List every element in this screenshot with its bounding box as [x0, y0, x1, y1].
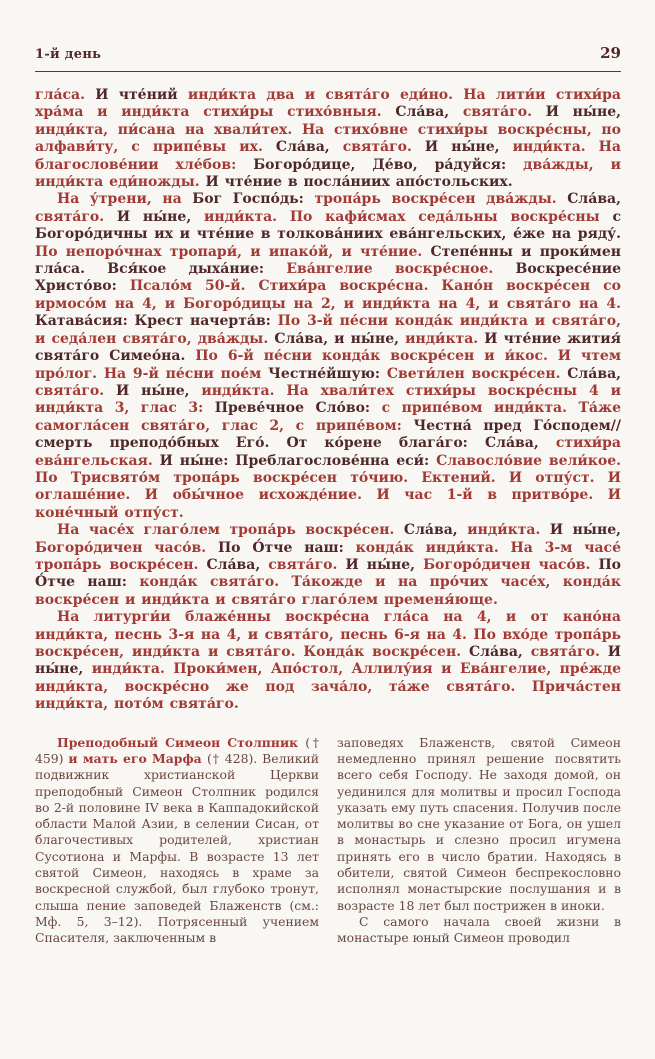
hymn-incipit-text: Сла́ва,: [469, 644, 531, 660]
hymn-incipit-text: И ны́не,: [424, 139, 513, 156]
hagiography-left-column: [35, 735, 319, 947]
hymn-incipit-text: По О́тче наш:: [217, 539, 356, 556]
rubric-text: Ева́нгелие воскре́сное.: [286, 261, 516, 278]
hymn-incipit-text: Воскресе́ние Христо́во:: [35, 261, 621, 295]
rubric-text: свята́го.: [530, 644, 608, 660]
rubric-text: инди́кта. Проки́мен, Апо́стол, Аллилу́ия и Ева́нгелие, пре́жде инди́кта, воскре́сно же под зача́ло, та́же свята́го. Прича́стен инди́кта, пото́м свята́го.: [35, 661, 621, 713]
header-rule: [35, 71, 621, 72]
rubric-paragraph: [35, 609, 621, 713]
hymn-incipit-text: И ны́не,: [549, 522, 621, 539]
rubric-text: стихи́ра ева́нгельская.: [35, 435, 621, 469]
hymn-incipit-text: И ны́не,: [345, 556, 424, 573]
saint-title-text: Преподобный Симеон Столпник: [57, 734, 306, 750]
hymn-incipit-text: Сла́ва,: [567, 191, 621, 208]
hagiography-paragraph: [337, 914, 621, 947]
rubric-text: Свети́лен воскре́сен.: [386, 365, 568, 382]
rubric-text: Псало́м 50-й. Стихи́ра воскре́сна. Кано́н воскре́сен со ирмосо́м на 4, и Богоро́дицы на 2, и инди́кта на 4, и свята́го на 4.: [35, 278, 621, 312]
hagiography-text: заповедях Блаженств, святой Симеон немедленно принял решение посвятить всего себя Господу. Не заходя домой, он уединился для молитвы и просил Господа указать ему путь спасения. Получив после молитвы во сне указание от Бога, он ушел в монастырь и слезно просил игумена принять его в число братии. Находясь в обители, святой Симеон беспрекословно исполнял монастырские послушания и в возрасте 18 лет был пострижен в иноки.: [337, 734, 621, 913]
rubric-text: конда́к свята́го. Та́кожде и на про́чих часе́х, конда́к воскре́сен и инди́кта и свята́го глаго́лем пременя́юще.: [35, 574, 621, 608]
rubric-text: На литурги́и блаже́нны воскре́сна гла́са на 4, и от кано́на инди́кта, песнь 3-я на 4, и свята́го, песнь 6-я на 4. По вхо́де тропа́рь воскре́сен, инди́кта и свята́го. Конда́к воскре́сен.: [35, 609, 621, 660]
rubric-text: свята́го.: [268, 556, 346, 573]
hymn-incipit-text: По О́тче наш:: [35, 556, 621, 591]
hymn-incipit-text: Катава́сия: Крест начерта́в:: [35, 313, 278, 330]
rubric-text: Богоро́дичен часо́в.: [423, 556, 599, 573]
rubric-text: инди́кта два и свята́го еди́но. На лити́и стихи́ра хра́ма и инди́кта стихи́ры стихо́вныя.: [35, 87, 622, 121]
rubric-text: свята́го.: [35, 208, 117, 225]
hymn-incipit-text: Степе́нны и проки́мен гла́са. Вся́кое дыха́ние:: [35, 243, 621, 278]
hymn-incipit-text: И ны́не,: [545, 104, 621, 121]
rubric-text: свята́го.: [342, 139, 425, 156]
page-number: 29: [600, 44, 621, 62]
hymn-incipit-text: И ны́не,: [116, 208, 204, 225]
hymn-incipit-text: И чте́ний: [95, 87, 188, 103]
rubric-text: По 6-й пе́сни конда́к воскре́сен и и́кос. И чтем про́лог. На 9-й пе́сни пое́м: [35, 348, 621, 382]
hagiography-text: († 459): [35, 734, 319, 766]
hymn-incipit-text: Преве́чное Сло́во:: [214, 400, 382, 417]
hymn-incipit-text: И чте́ние жития́ свята́го Симео́на.: [35, 330, 622, 365]
hymn-incipit-text: Сла́ва,: [395, 104, 463, 121]
hagiography-paragraph: [35, 735, 319, 947]
hymn-incipit-text: И чте́ние в посла́ниих апо́стольских.: [205, 174, 513, 191]
hymn-incipit-text: Сла́ва,: [206, 556, 269, 573]
rubric-text: конда́к инди́кта. На 3-м часе́ тропа́рь воскре́сен.: [35, 539, 621, 573]
hagiography-paragraph: [337, 735, 621, 914]
rubric-text: инди́кта, пи́сана на хвали́тех. На стихо́вне стихи́ры воскре́сны, по алфави́ту, с припе́вы их.: [35, 121, 621, 156]
hymn-incipit-text: с Богоро́дичны их и чте́ние в толкова́ниих ева́нгельских, е́же на ряду́.: [35, 208, 621, 243]
liturgical-rubrics-block: [35, 87, 621, 714]
rubric-paragraph: [35, 87, 621, 191]
header-day-label: 1-й день: [35, 47, 102, 62]
rubric-text: инди́кта. На благослове́нии хле́бов:: [35, 139, 621, 173]
rubric-text: гла́са.: [35, 87, 96, 103]
rubric-text: По непоро́чнах тропари́, и ипако́й, и чте́ние.: [35, 243, 431, 260]
hymn-incipit-text: Сла́ва, и ны́не,: [274, 330, 406, 347]
hymn-incipit-text: Сла́ва,: [567, 365, 622, 382]
hagiography-right-column: [337, 735, 621, 947]
rubric-text: с припе́вом инди́кта. Та́же самогла́сен свята́го, глас 2, с припе́вом:: [35, 400, 621, 434]
rubric-text: Славосло́вие вели́кое. По Трисвято́м тропа́рь воскре́сен то́чию. Ектений. И отпу́ст. И оглаше́ние. И обы́чное исхожде́ние. И час 1-й в притво́ре. И коне́чный отпу́ст.: [35, 452, 622, 521]
rubric-text: свята́го.: [35, 382, 117, 399]
hymn-incipit-text: Честна́ пред Го́сподем// смерть преподо́бных Его́. От ко́рене блага́го:: [35, 417, 621, 452]
hymn-incipit-text: Честне́йшую:: [268, 365, 387, 382]
hagiography-section: [35, 735, 621, 947]
hymn-incipit-text: Сла́ва,: [403, 522, 468, 539]
hymn-incipit-text: Богоро́дице, Де́во, ра́дуйся:: [253, 156, 524, 173]
hymn-incipit-text: И ны́не,: [116, 382, 202, 399]
rubric-paragraph: [35, 191, 621, 522]
rubric-text: два́жды, и инди́кта еди́ножды.: [35, 156, 621, 191]
rubric-text: свята́го.: [462, 104, 546, 121]
hagiography-text: С самого начала своей жизни в монастыре юный Симеон проводил: [337, 913, 621, 946]
hymn-incipit-text: Бог Госпо́дь:: [192, 191, 315, 208]
rubric-text: По 3-й пе́сни конда́к инди́кта и свята́го, и седа́лен свята́го, два́жды.: [35, 313, 621, 347]
saint-title-text: и мать его Марфа: [68, 750, 207, 766]
page-header: [35, 44, 621, 62]
rubric-text: инди́кта. На хвали́тех стихи́ры воскре́сны 4 и инди́кта 3, глас 3:: [35, 382, 621, 417]
hymn-incipit-text: Сла́ва,: [484, 435, 556, 452]
hymn-incipit-text: И ны́не: Преблагослове́нна еси́:: [159, 452, 437, 469]
rubric-text: тропа́рь воскре́сен два́жды.: [314, 191, 568, 208]
rubric-text: На у́трени, на: [57, 191, 193, 208]
rubric-text: инди́кта. По кафи́смах седа́льны воскре́сны: [203, 208, 613, 225]
rubric-text: На часе́х глаго́лем тропа́рь воскре́сен.: [57, 522, 404, 539]
hagiography-text: († 428). Великий подвижник христианской Церкви преподобный Симеон Столпник родился во 2-й половине IV века в Каппадокийской области Малой Азии, в селении Сисан, от благочестивых родителей, христиан Сусотиона и Марфы. В возрасте 13 лет святой Симеон, находясь в храме за воскресной службой, был глубоко тронут, слыша пение заповедей Блаженств (см.: Мф. 5, 3–12). Потрясенный учением Спасителя, заключенным в: [35, 750, 319, 946]
rubric-text: Богоро́дичен часо́в.: [35, 539, 218, 556]
rubric-text: инди́кта.: [405, 330, 485, 347]
rubric-paragraph: [35, 522, 621, 609]
hymn-incipit-text: И ны́не,: [35, 644, 621, 678]
rubric-text: инди́кта.: [467, 522, 550, 539]
hymn-incipit-text: Сла́ва,: [275, 139, 343, 156]
